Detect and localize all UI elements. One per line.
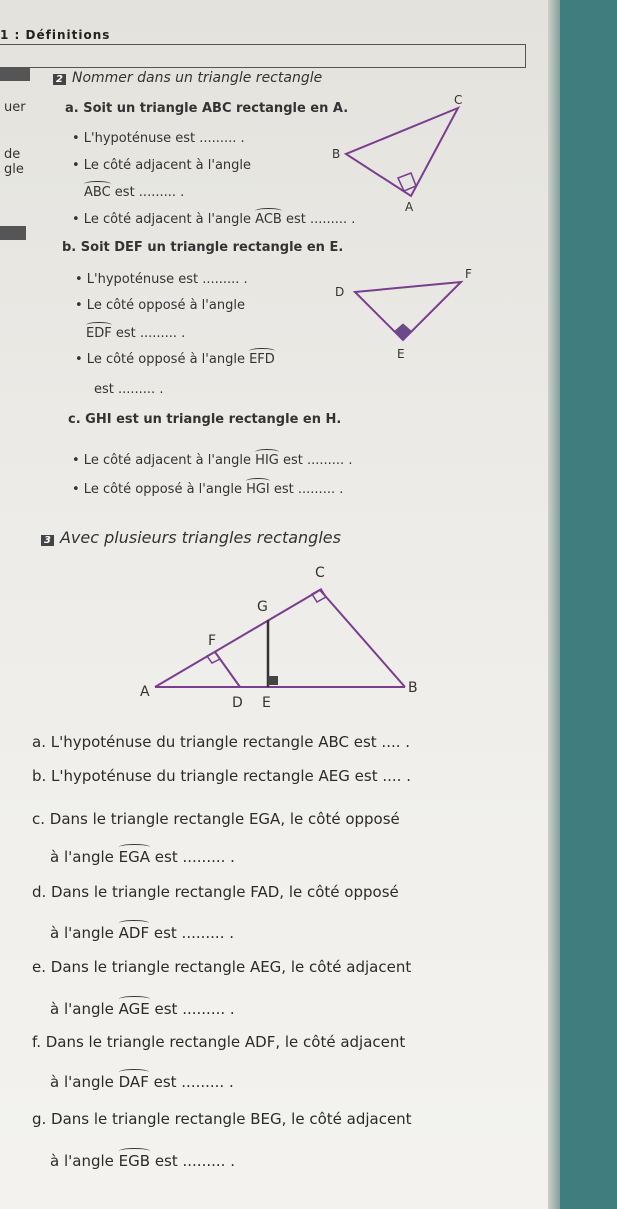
vertex-label-d: D	[232, 695, 243, 711]
vertex-label-f: F	[465, 267, 472, 281]
part-b-line: EDF est ......... .	[86, 326, 186, 341]
question-f-line2: à l'angle DAF est ......... .	[50, 1073, 234, 1091]
vertex-label-e: E	[397, 347, 405, 361]
vertex-label-f: F	[208, 633, 217, 649]
vertex-label-g: G	[257, 599, 268, 615]
exercise-number: 3	[41, 535, 54, 546]
margin-word: gle	[4, 162, 24, 177]
part-c-intro: c. GHI est un triangle rectangle en H.	[68, 412, 342, 427]
part-a-intro: a. Soit un triangle ABC rectangle en A.	[65, 101, 349, 116]
question-d: d. Dans le triangle rectangle FAD, le côté opposé	[32, 883, 399, 901]
vertex-label-a: A	[140, 684, 150, 700]
part-a-line: • Le côté adjacent à l'angle	[72, 158, 252, 173]
question-g: g. Dans le triangle rectangle BEG, le côté adjacent	[32, 1110, 412, 1128]
part-c-line: • Le côté opposé à l'angle HGI est ......... .	[72, 482, 344, 497]
part-b-line: • L'hypoténuse est ......... .	[75, 272, 248, 287]
vertex-label-b: B	[408, 680, 418, 696]
part-b-line: • Le côté opposé à l'angle	[75, 298, 245, 313]
triangle-abc	[346, 108, 458, 196]
section-header: 1 : Définitions	[0, 28, 111, 42]
exercise-number: 2	[53, 74, 66, 85]
exercise-2-title: 2 Nommer dans un triangle rectangle	[53, 70, 322, 86]
figure-triangle-abc	[320, 90, 480, 215]
part-b-line: est ......... .	[94, 382, 164, 397]
question-e: e. Dans le triangle rectangle AEG, le côté adjacent	[32, 958, 412, 976]
part-b-intro: b. Soit DEF un triangle rectangle en E.	[62, 240, 344, 255]
vertex-label-a: A	[405, 200, 414, 214]
question-e-line2: à l'angle AGE est ......... .	[50, 1000, 235, 1018]
margin-block	[0, 226, 26, 240]
margin-block	[0, 68, 30, 81]
margin-word: uer	[4, 100, 26, 115]
question-a: a. L'hypoténuse du triangle rectangle ABC est .... .	[32, 733, 411, 751]
exercise-3-title: 3 Avec plusieurs triangles rectangles	[41, 528, 341, 547]
vertex-label-c: C	[454, 93, 463, 107]
question-d-line2: à l'angle ADF est ......... .	[50, 924, 235, 942]
vertex-label-c: C	[315, 565, 325, 581]
vertex-label-b: B	[332, 147, 341, 161]
part-b-line: • Le côté opposé à l'angle EFD	[75, 352, 275, 367]
segment-ac	[155, 590, 320, 687]
question-g-line2: à l'angle EGB est ......... .	[50, 1152, 235, 1170]
vertex-label-e: E	[262, 695, 271, 711]
figure-multi-triangles	[140, 555, 440, 715]
margin-word: de	[4, 147, 21, 162]
part-a-line: • L'hypoténuse est ......... .	[72, 131, 245, 146]
part-a-line: • Le côté adjacent à l'angle ACB est ......... .	[72, 212, 356, 227]
figure-triangle-def	[325, 262, 495, 372]
header-frame	[0, 44, 526, 68]
background-surface	[560, 0, 617, 1209]
part-a-line: ABC est ......... .	[84, 185, 185, 200]
part-c-line: • Le côté adjacent à l'angle HIG est ......... .	[72, 453, 353, 468]
vertex-label-d: D	[335, 285, 345, 299]
right-angle-mark	[395, 324, 411, 339]
question-c: c. Dans le triangle rectangle EGA, le côté opposé	[32, 810, 400, 828]
question-f: f. Dans le triangle rectangle ADF, le côté adjacent	[32, 1033, 406, 1051]
question-b: b. L'hypoténuse du triangle rectangle AEG est .... .	[32, 767, 411, 785]
right-angle-mark-e	[268, 676, 278, 685]
question-c-line2: à l'angle EGA est ......... .	[50, 848, 235, 866]
segment-cb	[320, 590, 405, 687]
